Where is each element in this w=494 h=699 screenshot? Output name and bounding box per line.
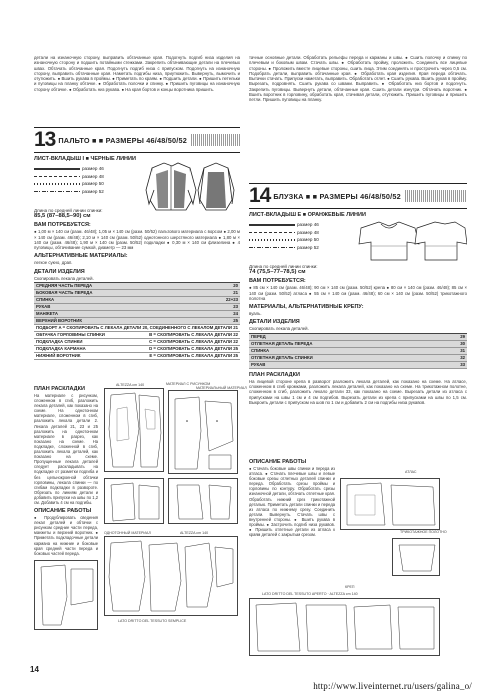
- size-line-50: [249, 239, 295, 241]
- layout-heading: ПЛАН РАСКЛАДКИ: [34, 386, 85, 392]
- blouse-technical-sketch: [357, 216, 467, 266]
- pattern-layout-print-fabric: [104, 388, 164, 472]
- length-value: 74 (75,5–77–78,5) см: [249, 269, 306, 276]
- size-label: размер 46: [297, 222, 319, 227]
- alt-materials-heading: АЛЬТЕРНАТИВНЫЕ МАТЕРИАЛЫ:: [34, 253, 128, 260]
- detail-name: СПИНКА: [251, 347, 270, 353]
- detail-number: 22+23: [225, 297, 238, 303]
- description-heading: ОПИСАНИЕ РАБОТЫ: [34, 508, 92, 515]
- needs-text: ● 85 см × 140 см (разм. 46/48); 90 см × 140 см (разм. 50/52) крепа ● 80 см × 140 см (разм. 46/48); 85 см × 140 см (разм. 50/52) атласа ● 55 см × 140 см (разм. 46/48); 60 см × 140 см (разм. 50/52) трикотажного полотна: [249, 285, 467, 301]
- model-number: 14: [249, 184, 271, 207]
- model-14-description: [249, 456, 335, 537]
- needs-heading: ВАМ ПОТРЕБУЕТСЯ:: [249, 278, 306, 285]
- size-line-50: [34, 183, 80, 185]
- details-subtext: Скопировать лекала деталей.: [34, 275, 94, 281]
- detail-name: СПИНКА: [36, 297, 55, 303]
- needs-heading: ВАМ ПОТРЕБУЕТСЯ:: [34, 222, 91, 229]
- size-label: размер 52: [297, 244, 319, 250]
- details-row: [249, 362, 467, 369]
- details-row: [249, 334, 467, 341]
- size-line-48: [34, 176, 80, 178]
- description-text: ● Стачать боковые швы спинки и переда из атласа. ● Стачать плечевые швы и левые боковые срезы отлетных деталей спинки и переда. Обработать срезы проймы и горловины по контуру. Обработать срезы изнаночной детали, обтачать отлетные края. Обработать нижний срез трикотажной деталью. Приметать детали спинки и переда из атласа по нижнему срезу. Соединить детали. Вывернуть. Стачать швы с внутренней стороны. ● Вшить рукава в проймы. ● Застрочить подгиб низа рукавов. ● Пришить отлетные детали из атласа к краям деталей с закрытым срезом.: [249, 466, 335, 538]
- pattern-layout-plain-fabric: [104, 536, 238, 616]
- alt-materials-text: легкое сукно, драп.: [34, 260, 73, 266]
- detail-number: 30: [460, 340, 465, 346]
- watermark-url[interactable]: http://www.liveinternet.ru/users/galina_o/: [313, 681, 472, 691]
- details-row: [34, 290, 240, 297]
- size-label: размер 52: [82, 188, 104, 194]
- length-label: Длина по средней линии спинки:: [249, 264, 318, 269]
- details-row: [34, 297, 240, 304]
- details-table: [34, 282, 240, 360]
- details-row: [249, 355, 467, 362]
- pattern-width-label: ALTEZZA cm 140: [116, 383, 145, 387]
- details-table: [249, 333, 467, 369]
- detail-name: СРЕДНЯЯ ЧАСТЬ ПЕРЕДА: [36, 283, 93, 289]
- detail-name: РУКАВ: [251, 361, 266, 367]
- details-row: [34, 339, 240, 346]
- model-14-section: [249, 183, 467, 405]
- details-row: [249, 348, 467, 355]
- length-label: Длина по средней линии спинки:: [34, 208, 103, 213]
- detail-number: C = СКОПИРОВАТЬ С ЛЕКАЛА ДЕТАЛИ 22: [149, 339, 238, 345]
- model-title: БЛУЗКА ■ ■ РАЗМЕРЫ 46/48/50/52: [273, 191, 401, 201]
- model-14-banner: [249, 183, 467, 209]
- size-line-48: [249, 232, 295, 234]
- pattern-label-plain: ОДНОТОННЫЙ МАТЕРИАЛ: [104, 531, 151, 535]
- pattern-layout-lining: [34, 560, 98, 630]
- intro-text-left: детали на изнаночную сторону, выправить обтачанные края. Подогнуть подгиб низа изделия на изнаночную сторону и подшить потайными стежками. Закрепить обтачивающие детали на плечевых швах. Обтачать обтачанные края. Подогнуть подгиб низа с припуском. Подогнуть на изнаночную сторону, выправить обтачанные края. Наметать подгибы низа, приутюжить. Вывернуть, вымочить и отутюжить. ● Вшить рукава в проймы. ● Приметать по краям. ● Подшить детали. ● Пришить петельки и пуговицы на планку обтачке. ● Обработать полочки и спинку. ● Пришить пуговицы на изнаночную сторону обтачке. ● Обработать низ рукава. ● На края бортов и концы воротника пришить.: [34, 55, 240, 92]
- model-13-banner: [34, 127, 240, 153]
- details-row: [34, 332, 240, 339]
- detail-name: МАНЖЕТА: [36, 311, 58, 317]
- detail-name: РУКАВ: [36, 304, 51, 310]
- size-legend: [34, 164, 240, 208]
- pattern-layout-knit: [392, 538, 440, 576]
- pattern-layout-mid-right: [168, 478, 238, 524]
- sheet-label: ЛИСТ-ВКЛАДЫШ E ■ ОРАНЖЕВЫЕ ЛИНИИ: [249, 212, 366, 218]
- size-line-46: [249, 224, 295, 226]
- alt-materials-heading: МАТЕРИАЛЫ, АЛЬТЕРНАТИВНЫЕ КРЕПУ:: [249, 304, 364, 311]
- details-row: [34, 318, 240, 325]
- model-13-layout: [34, 383, 98, 556]
- pattern-layout-mid: [104, 478, 164, 524]
- description-text: ● Продублировать сведения лекал деталей и обтачки с рисунком средние части переда, манжеты и верхний воротник. ● Приметать подкладочные детали кармана на нижние и боковые края средней части переда и боковых частей переда.: [34, 515, 98, 556]
- pattern-layout-atlas: [340, 478, 440, 530]
- pattern-label-crepe: КРЕП: [345, 585, 355, 589]
- detail-name: НИЖНИЙ ВОРОТНИК: [36, 353, 81, 359]
- pattern-label-atlas: АТЛАС: [405, 470, 417, 474]
- detail-name: ОТЛЕТНАЯ ДЕТАЛЬ ПЕРЕДА: [251, 340, 313, 346]
- detail-number: 21: [233, 290, 238, 296]
- pattern-label-plain-top: МАТЕРИАЛЬНЫЙ МАТЕРИАЛ: [196, 386, 247, 390]
- details-row: [34, 346, 240, 353]
- details-subtext: Скопировать лекала деталей.: [249, 326, 309, 332]
- detail-name: ОБТАЧКА ГОРЛОВИНЫ СПИНКИ: [36, 332, 105, 338]
- detail-number: 32: [460, 354, 465, 360]
- detail-number: 23: [233, 304, 238, 310]
- size-line-52: [34, 191, 80, 193]
- detail-number: 25: [233, 318, 238, 324]
- sheet-label: ЛИСТ-ВКЛАДЫШ I ■ ЧЕРНЫЕ ЛИНИИ: [34, 156, 136, 162]
- pattern-label-knit: ТРИКОТАЖНОЕ ПОЛОТНО: [400, 530, 447, 534]
- detail-number: 20: [233, 283, 238, 289]
- pattern-layout-crepe: [249, 598, 440, 656]
- detail-name: ПОДКЛАДКА СПИНКИ: [36, 339, 83, 345]
- size-label: размер 50: [297, 237, 319, 242]
- size-label: размер 48: [82, 173, 104, 179]
- layout-text: На материале с рисунком, сложенном в сгиб, разложить лекала деталей, как показано на схеме. На однотонном материале, сложенном в сгиб, разложить лекала детали 2. Лекала деталей 21, 23 и 25 разложить на однотонном материале в разрез, как показано на схеме. На подкладке, сложенной в сгиб, разложить лекала деталей, как показано на схеме. Пропущенные лекала деталей следует раскладывать на подкладке от разметки подгиба и без цельнокроеной обтачки горловины, лекала спинки — по сгибам подкладки в развороте. Обрезать по линиям детали и добавить припуски на швы по 1,2 см. Добавить 4 см на подгибы.: [34, 393, 98, 505]
- layout-text: На лицевой стороне крепа в разворот разложить лекала деталей, как показано на схеме. На атласе, сложенном в сгиб кромками, разложить лекала деталей, как показано на схеме. На трикотажном полотне, сложенном в сгиб, разложить лекало детали 33, как показано на схеме. Вырезать детали из атласа с припусками на швы 1 см и 4 см подгибов. Вырезать детали из крепа с припусками на швы по 1,5 см. Выкроить детали с припуском на шов по 1 см и добавить 2 см на подгибы низа рукавов.: [249, 378, 467, 405]
- details-row: [249, 341, 467, 348]
- detail-number: D = СКОПИРОВАТЬ С ЛЕКАЛА ДЕТАЛИ 25: [149, 346, 238, 352]
- intro-text-right: тачные основные детали. Обработать рельефы переда и карманы и швы. ● Сшить полочку и спинку по плечевым и боковым швам. Стачать швы. ● Обработать пройму, проложить. Соединить все лицевые стороны. ● Проложить вместе лицевые стороны, сшить лица. Этим соединять и прострочить через 0,5 см. Подобрать детали, выправить обтачанные края. ● Обработать края изделия. Края переда обтачать. Вытачки стачать. Припуски наметать, выправить. Обработать отлет. ● Сшить рукава. Вшить рукав в пройму. Вырезать, подровнять. Сшить рукава со швами. Выправить. ● Обработать низ бортов и подогнуть. Закрепить пуговицы. Вывернуть детали, обтачанные края. Сшить детали изнутри. Обтачать воротник. ● Вшить воротник в горловину, обработать края, стачивая детали, отутюжить. Пришить пуговицы и пришить петли. Пришить пуговицы на планку.: [249, 55, 467, 103]
- detail-number: E = СКОПИРОВАТЬ С ЛЕКАЛА ДЕТАЛИ 25: [149, 353, 238, 359]
- size-label: размер 46: [82, 166, 104, 171]
- description-heading: ОПИСАНИЕ РАБОТЫ: [249, 459, 307, 465]
- detail-name: ВЕРХНИЙ ВОРОТНИК: [36, 318, 82, 324]
- pattern-layout-plain-top: [168, 390, 238, 474]
- detail-number: B = СКОПИРОВАТЬ С ЛЕКАЛА ДЕТАЛИ 22: [149, 332, 238, 338]
- details-row: [34, 311, 240, 318]
- details-heading: ДЕТАЛИ ИЗДЕЛИЯ: [249, 319, 300, 326]
- detail-name: ПЕРЕД: [251, 333, 266, 339]
- detail-name: ПОДКЛАДКА КАРМАНА: [36, 346, 86, 352]
- detail-name: ОТЛЕТНАЯ ДЕТАЛЬ СПИНКИ: [251, 354, 313, 360]
- page-number: 14: [30, 665, 39, 674]
- model-title: ПАЛЬТО ■ ■ РАЗМЕРЫ 46/48/50/52: [58, 135, 188, 145]
- detail-number: 31: [460, 347, 465, 353]
- details-row: [34, 304, 240, 311]
- alt-materials-text: вуаль.: [249, 311, 262, 317]
- size-label: размер 48: [297, 229, 319, 235]
- banner-stripe: [405, 190, 467, 202]
- detail-number: 29: [460, 333, 465, 339]
- size-legend: [249, 220, 467, 264]
- size-label: размер 50: [82, 181, 104, 186]
- size-line-46: [34, 168, 80, 170]
- needs-text: ● 1,00 м × 140 см (разм. 46/48); 1,05 м × 140 см (разм. 50/52) пальтового материала с ворсом ● 2,00 м × 140 см (разм. 46/48); 2,10 м × 140 см (разм. 50/52) однотонного шерстяного материала ● 1,80 м × 140 см (разм. 46/48); 1,90 м × 140 см (разм. 50/52) подкладки ● 0,30 м × 140 см флизелина ● 4 пуговицы, обтачивание сумкой, диаметр — 23 мм: [34, 229, 240, 251]
- pattern-width-label-b: ALTEZZA cm 140: [180, 531, 209, 535]
- detail-name: ПОДБОРТ: [36, 325, 58, 331]
- details-row: [34, 283, 240, 290]
- pattern-selvage-label: LATO DRITTO DEL TESSUTO SEMPLICE: [118, 619, 187, 623]
- layout-heading: ПЛАН РАСКЛАДКИ: [249, 371, 300, 378]
- coat-technical-sketch: [142, 160, 238, 214]
- details-heading: ДЕТАЛИ ИЗДЕЛИЯ: [34, 268, 85, 275]
- details-row: [34, 353, 240, 360]
- banner-stripe: [191, 134, 240, 146]
- model-13-section: [34, 127, 240, 360]
- detail-number: A = СКОПИРОВАТЬ С ЛЕКАЛА ДЕТАЛИ 20, СОЕДИНЕННОГО С ЛЕКАЛОМ ДЕТАЛИ 21: [58, 325, 238, 331]
- model-number: 13: [34, 128, 56, 151]
- length-value: 85,5 (87–88,5–90) см: [34, 213, 91, 220]
- detail-name: БОКОВАЯ ЧАСТЬ ПЕРЕДА: [36, 290, 93, 296]
- detail-number: 33: [460, 361, 465, 367]
- detail-number: 24: [233, 311, 238, 317]
- details-row: [34, 325, 240, 332]
- pattern-crepe-width: LATO DRITTO DEL TESSUTO APERTO · ALTEZZA cm 140: [262, 592, 358, 596]
- size-line-52: [249, 247, 295, 249]
- pattern-label-print: МАТЕРИАЛ С РИСУНКОМ: [166, 382, 211, 386]
